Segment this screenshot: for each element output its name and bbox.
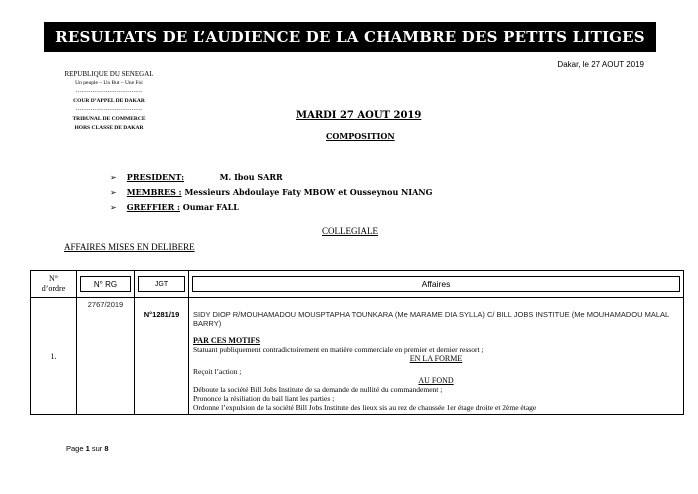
president-row — [110, 170, 432, 185]
institution-header — [44, 70, 174, 133]
membres-row — [110, 185, 432, 200]
header-ordre-line1: N° — [49, 274, 58, 283]
row-number: 1. — [31, 298, 77, 415]
header-rg-box — [80, 276, 131, 292]
header-ordre-line2: d’ordre — [41, 284, 66, 293]
motto: Un peuple – Un But – Une Foi — [75, 80, 143, 86]
header-rg — [77, 271, 135, 298]
au-fond: AU FOND — [418, 376, 454, 385]
par-ces-motifs: PAR CES MOTIFS — [193, 336, 260, 345]
session-date: MARDI 27 AOUT 2019 — [296, 110, 422, 121]
statuant-text: Statuant publiquement contradictoirement en matière commerciale en premier et dernier ressort ; — [193, 345, 484, 354]
tribunal-name-line2: HORS CLASSE DE DAKAR — [74, 125, 144, 131]
row-rg: 2767/2019 — [77, 298, 135, 415]
header-jgt-box — [138, 276, 185, 292]
header-affaires-box — [192, 276, 680, 292]
membres-names: Messieurs Abdoulaye Faty MBOW et Ousseynou NIANG — [184, 187, 433, 197]
en-la-forme: EN LA FORME — [409, 354, 463, 363]
separator: ------------------------------- — [75, 90, 143, 95]
row-jgt: N°1281/19 — [135, 298, 189, 415]
row-affaire — [189, 298, 684, 415]
affaires-table — [30, 270, 684, 415]
header-affaires-label: Affaires — [421, 279, 451, 289]
separator: ------------------------------- — [75, 108, 143, 113]
greffier-name: Oumar FALL — [182, 202, 239, 212]
footer-page-number: 1 — [85, 444, 90, 453]
tribunal-name-line1: TRIBUNAL DE COMMERCE — [72, 116, 146, 122]
header-jgt-label: JGT — [154, 280, 169, 288]
court-name: COUR D’APPEL DE DAKAR — [73, 98, 145, 104]
footer-page-total: 8 — [104, 444, 109, 453]
greffier-row — [110, 200, 432, 215]
header-jgt — [135, 271, 189, 298]
page-footer — [66, 444, 109, 453]
header-affaires — [189, 271, 684, 298]
membres-label: MEMBRES : — [126, 187, 182, 197]
arrow-bullet-icon: ➢ — [110, 173, 117, 182]
arrow-bullet-icon: ➢ — [110, 188, 117, 197]
greffier-label: GREFFIER : — [126, 202, 180, 212]
footer-page-word: Page — [66, 444, 84, 453]
president-name: M. Ibou SARR — [219, 172, 283, 182]
header-ordre — [31, 271, 77, 298]
president-label: PRESIDENT: — [126, 172, 185, 182]
affaires-title: AFFAIRES MISES EN DELIBERE — [64, 242, 195, 252]
republic-label: REPUBLIQUE DU SENEGAL — [64, 70, 154, 78]
case-parties: SIDY DIOP R/MOUHAMADOU MOUSPTAPHA TOUNKARA (Me MARAME DIA SYLLA) C/ BILL JOBS INSTITUE (Me MOUHAMADOU MALAL BARRY) — [193, 310, 669, 328]
composition-title: COMPOSITION — [326, 131, 395, 141]
table-header-row — [31, 271, 684, 298]
composition-list — [110, 170, 432, 215]
footer-sur-word: sur — [91, 444, 103, 453]
collegiale-title: COLLEGIALE — [322, 226, 378, 236]
recoit-text: Reçoit l’action ; — [193, 367, 242, 376]
header-rg-label: N° RG — [93, 279, 118, 289]
arrow-bullet-icon: ➢ — [110, 203, 117, 212]
table-row — [31, 298, 684, 415]
results-banner: RESULTATS DE L’AUDIENCE DE LA CHAMBRE DES PETITS LITIGES — [44, 22, 656, 52]
ordonne-text: Ordonne l’expulsion de la société Bill Jobs Institute des lieux sis au rez de chaussée 1er étage droite et 2ème étage — [193, 403, 537, 412]
prononce-text: Prononce la résiliation du bail liant les parties ; — [193, 394, 335, 403]
dateline: Dakar, le 27 AOUT 2019 — [557, 60, 644, 69]
deboute-text: Déboute la société Bill Jobs Institute de sa demande de nullité du commandement ; — [193, 385, 443, 394]
